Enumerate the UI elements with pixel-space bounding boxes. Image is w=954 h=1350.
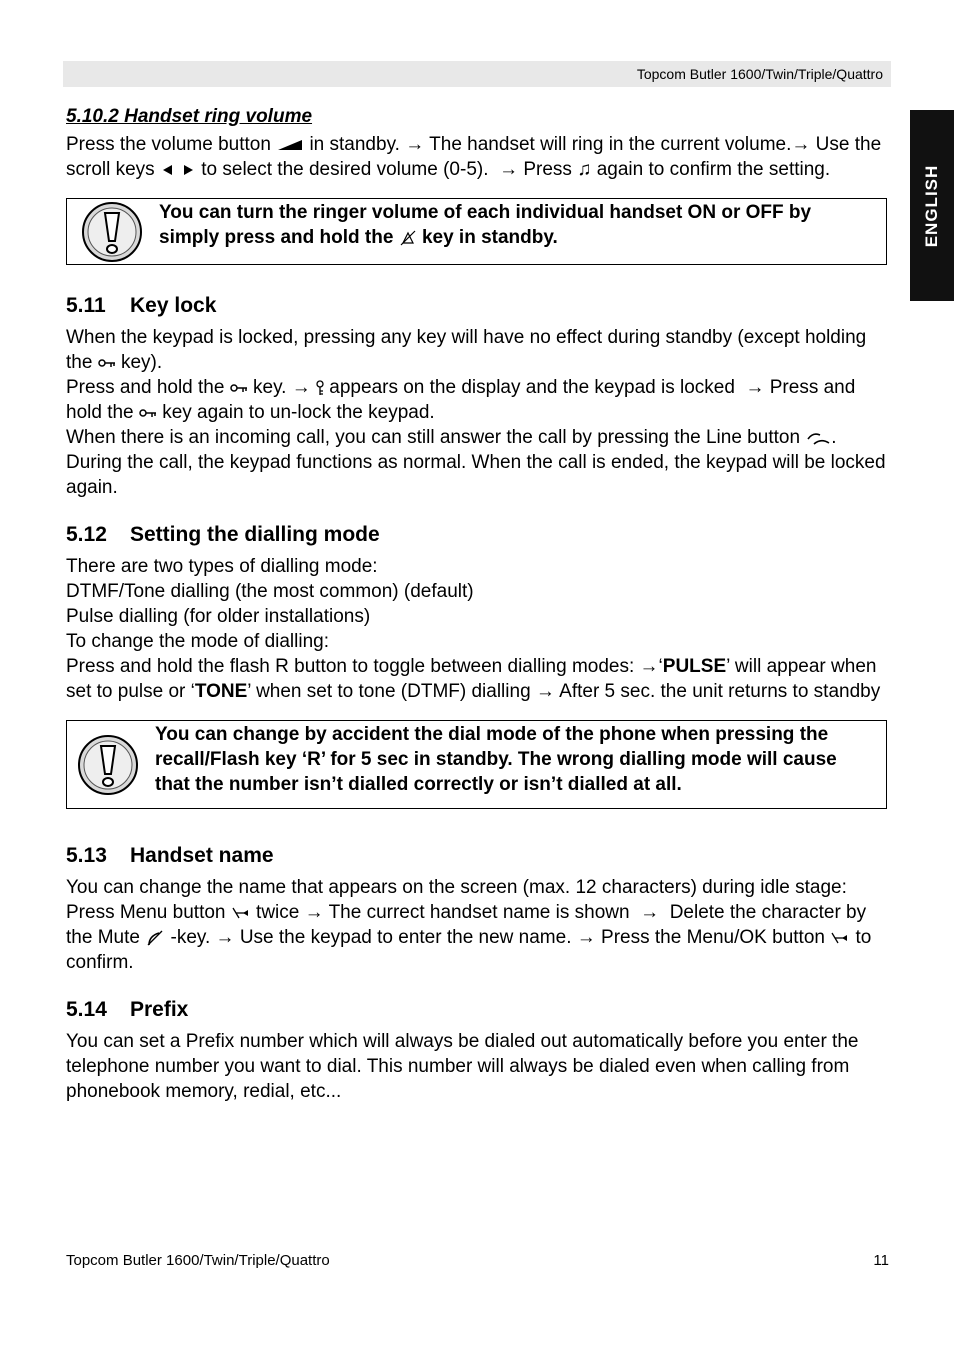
page-content bbox=[66, 104, 892, 1104]
text-span: key again to un-lock the keypad. bbox=[162, 402, 435, 423]
section-5-10-2-title: 5.10.2 Handset ring volume bbox=[66, 106, 313, 127]
prefix-text: You can set a Prefix number which will always be dialed out automatically before you enter the telephone number you want to dial. This number will always be dialed even when calling from phonebook memory, redial, etc... bbox=[66, 1031, 859, 1102]
text-span: Press and hold the flash R button to toggle between dialling modes: bbox=[66, 656, 635, 677]
text-span: appears on the display and the keypad is locked bbox=[329, 377, 735, 398]
menu-ok-icon bbox=[231, 906, 251, 920]
section-number: 5.11 bbox=[66, 294, 106, 317]
note-box-ringer bbox=[66, 198, 887, 265]
text-span: Delete the character by the Mute bbox=[66, 902, 867, 948]
text-span: Press and hold the bbox=[66, 377, 856, 423]
text-span: key). bbox=[120, 352, 163, 373]
text-span: Use the keypad to enter the new name. bbox=[239, 927, 572, 948]
dialling-line-1: There are two types of dialling mode: bbox=[66, 556, 378, 577]
arrow-icon: → bbox=[291, 377, 311, 398]
key-icon bbox=[139, 408, 157, 418]
arrow-icon: → bbox=[639, 656, 659, 677]
section-number: 5.13 bbox=[66, 844, 107, 867]
section-5-12-heading bbox=[66, 522, 892, 548]
tone-label: TONE bbox=[194, 681, 248, 702]
text-span: -key. bbox=[170, 927, 211, 948]
text-span: to select the desired volume (0-5). bbox=[201, 159, 489, 180]
footer-text: Topcom Butler 1600/Twin/Triple/Quattro bbox=[66, 1252, 330, 1269]
text-span: Press and hold the bbox=[66, 377, 225, 398]
note-box-dial-mode bbox=[66, 720, 887, 809]
text-span: Use the scroll keys bbox=[66, 134, 882, 180]
header-text: Topcom Butler 1600/Twin/Triple/Quattro bbox=[636, 66, 883, 82]
pulse-label: PULSE bbox=[662, 656, 727, 677]
page-footer bbox=[66, 1252, 889, 1269]
arrow-icon: → bbox=[640, 902, 660, 923]
section-title: Setting the dialling mode bbox=[130, 523, 380, 546]
text-span: The handset will ring in the current volume. bbox=[429, 134, 792, 155]
arrow-icon: → bbox=[791, 134, 811, 155]
text-span: Press bbox=[523, 159, 572, 180]
text-span: in standby. bbox=[309, 134, 400, 155]
section-title: Key lock bbox=[130, 294, 217, 317]
text-span: You can turn the ringer volume of each individual handset ON or OFF by simply press and hold the bbox=[159, 202, 812, 248]
ringer-off-icon bbox=[399, 230, 417, 246]
volume-icon bbox=[276, 138, 304, 152]
section-5-10-2-text bbox=[66, 132, 892, 182]
arrow-icon: → bbox=[405, 134, 425, 155]
section-5-11-heading bbox=[66, 293, 892, 319]
text-span: Press the Menu/OK button bbox=[601, 927, 825, 948]
music-note-icon: ♫ bbox=[577, 159, 592, 180]
dialling-line-3: Pulse dialling (for older installations) bbox=[66, 606, 371, 627]
text-span: During the call, the keypad functions as normal. When the call is ended, the keypad will be locked again. bbox=[66, 452, 886, 498]
arrow-icon: → bbox=[304, 902, 324, 923]
lock-key-icon bbox=[316, 380, 324, 396]
arrow-icon: → bbox=[576, 927, 596, 948]
text-span: again to confirm the setting. bbox=[596, 159, 831, 180]
language-tab-label: ENGLISH bbox=[922, 164, 941, 247]
arrow-icon: → bbox=[499, 159, 519, 180]
warning-icon bbox=[81, 201, 143, 263]
text-span: key in standby. bbox=[421, 227, 558, 248]
section-5-14-heading bbox=[66, 997, 892, 1023]
dialling-line-2: DTMF/Tone dialling (the most common) (default) bbox=[66, 581, 474, 602]
handset-name-instructions bbox=[66, 900, 892, 975]
dialling-line-4: To change the mode of dialling: bbox=[66, 631, 330, 652]
page-number: 11 bbox=[873, 1252, 889, 1269]
arrow-icon: → bbox=[215, 927, 235, 948]
text-span: twice bbox=[256, 902, 300, 923]
text-span: ’ when set to tone (DTMF) dialling bbox=[247, 681, 531, 702]
handset-name-line-1: You can change the name that appears on the screen (max. 12 characters) during idle stage: bbox=[66, 877, 847, 898]
line-button-icon bbox=[805, 431, 831, 445]
text-span: When the keypad is locked, pressing any key will have no effect during standby (except holding the bbox=[66, 327, 867, 373]
key-icon bbox=[98, 358, 116, 368]
text-span: You can change by accident the dial mode of the phone when pressing the recall/Flash key ‘R’ for 5 sec in standby. The wrong dialling mode will cause that the number isn’t dialled correctly or isn’t dialled at all. bbox=[155, 724, 837, 795]
text-span: key. bbox=[253, 377, 287, 398]
dialling-instructions bbox=[66, 654, 892, 704]
arrow-icon: → bbox=[745, 377, 765, 398]
text-span: ‘ bbox=[658, 656, 663, 677]
text-span: After 5 sec. the unit returns to standby bbox=[559, 681, 881, 702]
menu-ok-icon bbox=[830, 931, 850, 945]
text-span: to confirm. bbox=[66, 927, 872, 973]
section-title: Handset name bbox=[130, 844, 274, 867]
scroll-keys-icon bbox=[160, 163, 196, 177]
section-5-11-para-2 bbox=[66, 375, 892, 425]
language-tab bbox=[910, 110, 954, 301]
warning-icon bbox=[77, 734, 139, 796]
text-span: Press the volume button bbox=[66, 134, 271, 155]
text-span: Press Menu button bbox=[66, 902, 226, 923]
text-span: When there is an incoming call, you can still answer the call by pressing the Line button bbox=[66, 427, 801, 448]
text-span: The currect handset name is shown bbox=[328, 902, 630, 923]
section-number: 5.14 bbox=[66, 998, 107, 1021]
section-5-11-para-3 bbox=[66, 425, 892, 500]
section-number: 5.12 bbox=[66, 523, 107, 546]
mute-icon bbox=[145, 930, 165, 946]
page-header bbox=[63, 61, 891, 87]
arrow-icon: → bbox=[535, 681, 555, 702]
text-span: . bbox=[831, 427, 837, 448]
key-icon bbox=[230, 383, 248, 393]
text-span: ’ will appear when set to pulse or ‘ bbox=[66, 656, 877, 702]
section-5-13-heading bbox=[66, 843, 892, 869]
section-5-11-para-1 bbox=[66, 325, 892, 375]
section-title: Prefix bbox=[130, 998, 189, 1021]
